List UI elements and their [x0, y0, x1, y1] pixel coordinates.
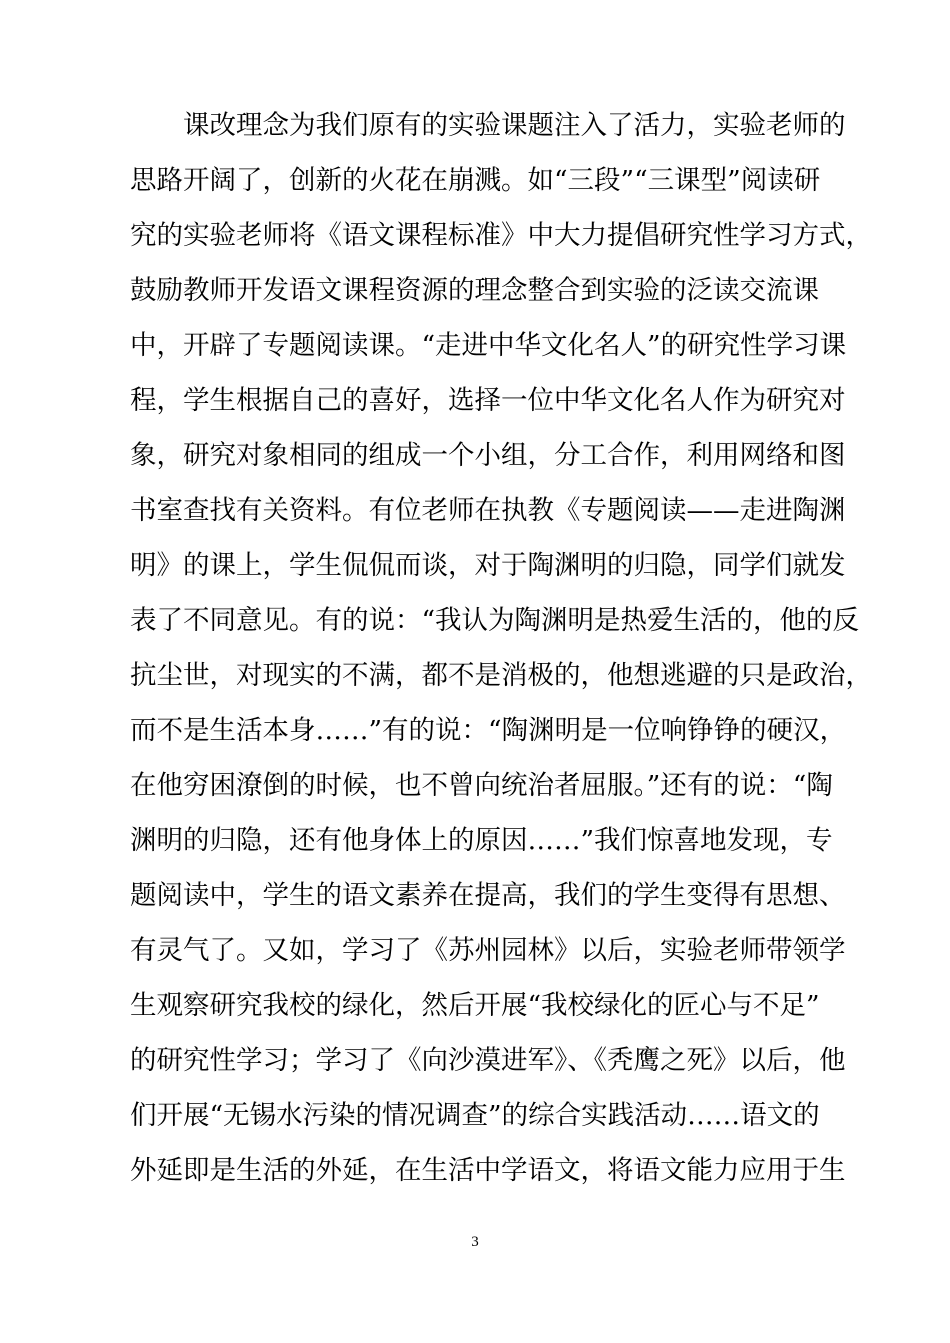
paragraph-line: 生观察研究我校的绿化，然后开展“我校绿化的匠心与不足” — [130, 990, 820, 1021]
paragraph-line: 中，开辟了专题阅读课。“走进中华文化名人”的研究性学习课 — [130, 330, 847, 361]
paragraph-line: 抗尘世，对现实的不满，都不是消极的，他想逃避的只是政治， — [130, 660, 872, 691]
paragraph-line: 的研究性学习；学习了《向沙漠进军》、《秃鹰之死》以后，他 — [130, 1045, 846, 1076]
paragraph-line: 课改理念为我们原有的实验课题注入了活力，实验老师的 — [183, 110, 846, 141]
paragraph-line: 程，学生根据自己的喜好，选择一位中华文化名人作为研究对 — [130, 385, 846, 416]
paragraph-line: 外延即是生活的外延，在生活中学语文，将语文能力应用于生 — [130, 1155, 846, 1186]
paragraph-line: 渊明的归隐，还有他身体上的原因……”我们惊喜地发现，专 — [130, 825, 833, 856]
paragraph-line: 有灵气了。又如，学习了《苏州园林》以后，实验老师带领学 — [130, 935, 846, 966]
paragraph-line: 思路开阔了，创新的火花在崩溅。如“三段”“三课型”阅读研 — [130, 165, 821, 196]
paragraph-line: 明》的课上，学生侃侃而谈，对于陶渊明的归隐，同学们就发 — [130, 550, 846, 581]
paragraph-line: 究的实验老师将《语文课程标准》中大力提倡研究性学习方式， — [130, 220, 872, 251]
paragraph-line: 在他穷困潦倒的时候，也不曾向统治者屈服。”还有的说：“陶 — [130, 770, 833, 801]
page-number: 3 — [471, 1234, 479, 1250]
paragraph-line: 象，研究对象相同的组成一个小组，分工合作，利用网络和图 — [130, 440, 846, 471]
paragraph-line: 们开展“无锡水污染的情况调查”的综合实践活动……语文的 — [130, 1100, 820, 1131]
paragraph-line: 题阅读中，学生的语文素养在提高，我们的学生变得有思想、 — [130, 880, 846, 911]
paragraph-line: 书室查找有关资料。有位老师在执教《专题阅读——走进陶渊 — [130, 495, 846, 526]
paragraph-line: 表了不同意见。有的说：“我认为陶渊明是热爱生活的，他的反 — [130, 605, 860, 636]
paragraph-line: 而不是生活本身……”有的说：“陶渊明是一位响铮铮的硬汉， — [130, 715, 847, 746]
paragraph-line: 鼓励教师开发语文课程资源的理念整合到实验的泛读交流课 — [130, 275, 819, 306]
